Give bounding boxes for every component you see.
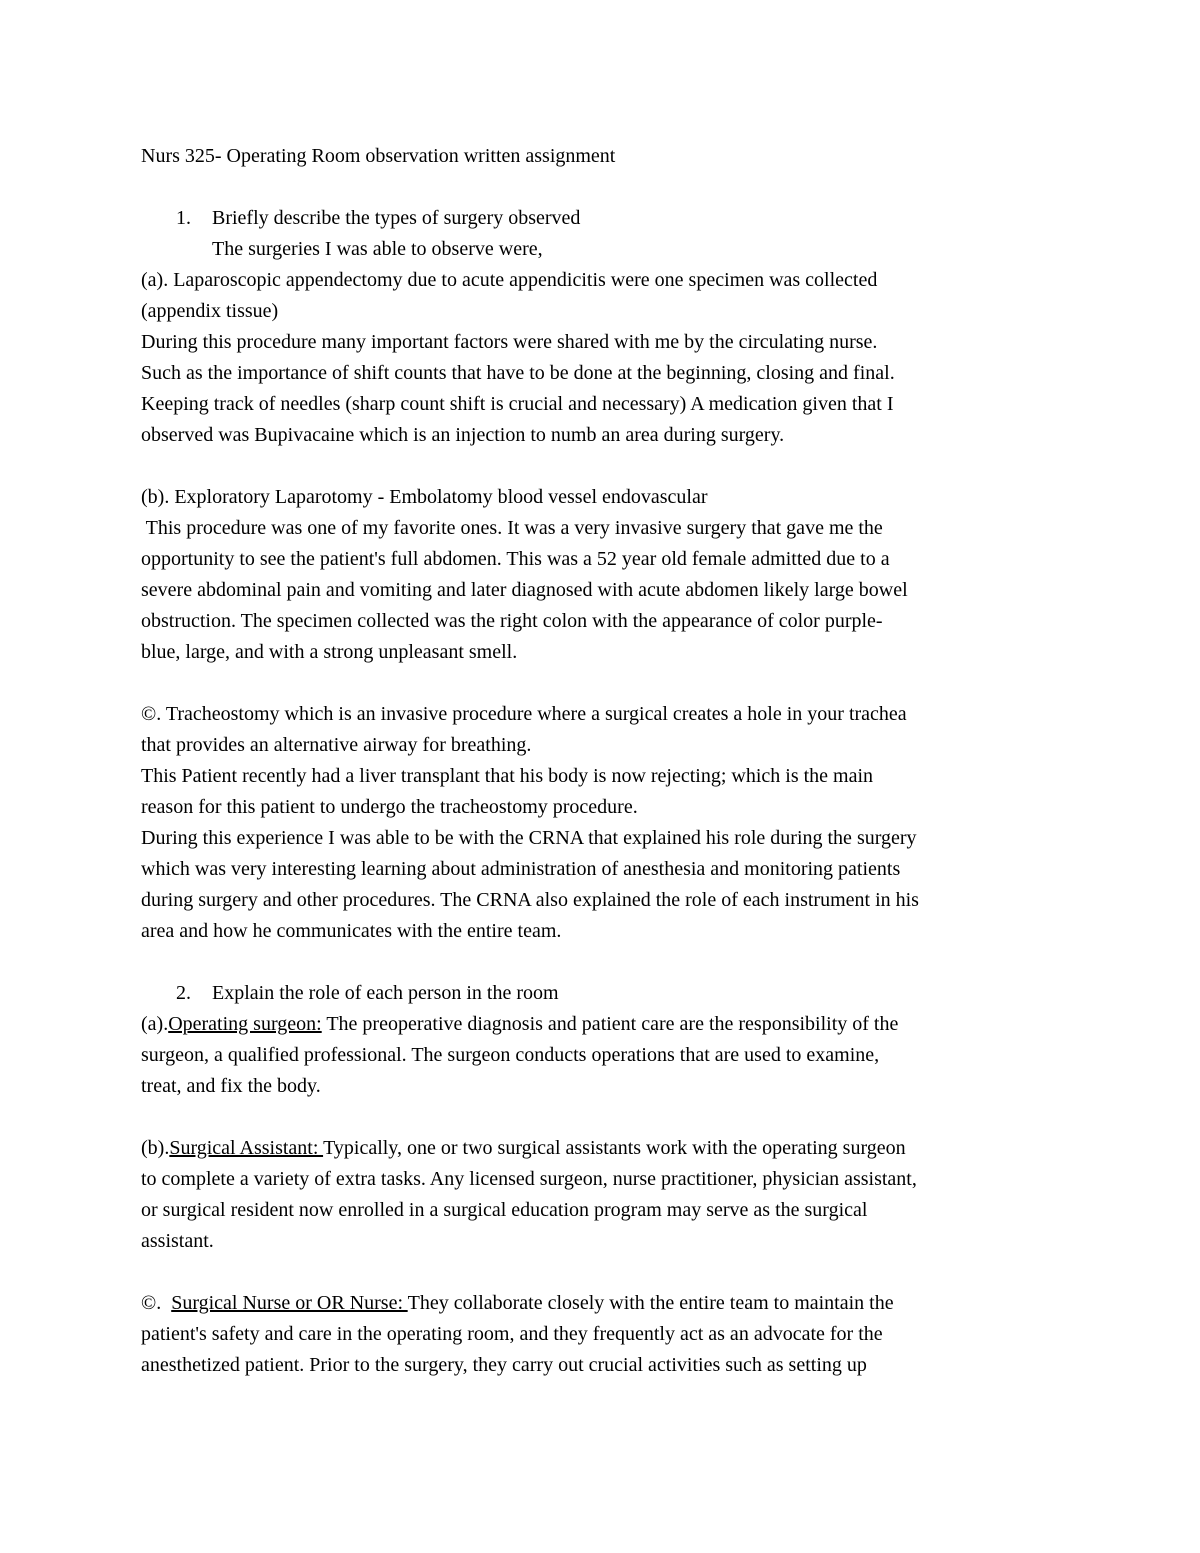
role-a-line: treat, and fix the body. [141, 1075, 321, 1097]
paragraph-a-line: observed was Bupivacaine which is an injection to numb an area during surgery. [141, 424, 785, 446]
role-b-first-line [141, 1133, 1071, 1164]
question-2 [141, 978, 1071, 1009]
role-b-line: to complete a variety of extra tasks. Any licensed surgeon, nurse practitioner, physician assistant, [141, 1168, 917, 1190]
paragraph-b-line: severe abdominal pain and vomiting and later diagnosed with acute abdomen likely large bowel [141, 579, 908, 601]
spacer [141, 947, 1071, 978]
role-a-first-line [141, 1009, 1071, 1040]
role-b-term: Surgical Assistant: [169, 1137, 324, 1159]
paragraph-a-line: During this procedure many important factors were shared with me by the circulating nurse. [141, 331, 878, 353]
role-b-line: or surgical resident now enrolled in a surgical education program may serve as the surgical [141, 1199, 868, 1221]
paragraph-a-line: Such as the importance of shift counts that have to be done at the beginning, closing and final. [141, 362, 895, 384]
paragraph-b-line: blue, large, and with a strong unpleasant smell. [141, 641, 518, 663]
role-a-text: The preoperative diagnosis and patient care are the responsibility of the [321, 1013, 899, 1035]
spacer [141, 668, 1071, 699]
document-title: Nurs 325- Operating Room observation written assignment [141, 145, 616, 167]
role-a-prefix: (a). [141, 1013, 169, 1035]
paragraph-a-line: (a). Laparoscopic appendectomy due to acute appendicitis were one specimen was collected [141, 269, 878, 291]
role-b-prefix: (b). [141, 1137, 170, 1159]
role-c-first-line [141, 1288, 1071, 1319]
document-body [141, 141, 1071, 1381]
role-b-text: Typically, one or two surgical assistants work with the operating surgeon [323, 1137, 906, 1159]
role-c-line: patient's safety and care in the operating room, and they frequently act as an advocate for the [141, 1323, 883, 1345]
question-1-number: 1. [176, 207, 191, 229]
question-1-intro: The surgeries I was able to observe were, [212, 238, 543, 260]
role-c-text: They collaborate closely with the entire team to maintain the [407, 1292, 894, 1314]
question-2-prompt: Explain the role of each person in the room [212, 982, 559, 1004]
paragraph-b-line: opportunity to see the patient's full abdomen. This was a 52 year old female admitted due to a [141, 548, 890, 570]
paragraph-c-line: during surgery and other procedures. The CRNA also explained the role of each instrument in his [141, 889, 919, 911]
paragraph-c-line: reason for this patient to undergo the tracheostomy procedure. [141, 796, 638, 818]
paragraph-b-line: obstruction. The specimen collected was the right colon with the appearance of color purple- [141, 610, 883, 632]
paragraph-b-line: This procedure was one of my favorite ones. It was a very invasive surgery that gave me the [141, 517, 883, 539]
paragraph-c-line: area and how he communicates with the entire team. [141, 920, 562, 942]
role-b-line: assistant. [141, 1230, 214, 1252]
paragraph-c-line: During this experience I was able to be with the CRNA that explained his role during the surgery [141, 827, 917, 849]
role-c-term: Surgical Nurse or OR Nurse: [171, 1292, 408, 1314]
question-1-prompt: Briefly describe the types of surgery observed [212, 207, 581, 229]
paragraph-c-line: This Patient recently had a liver transplant that his body is now rejecting; which is the main [141, 765, 874, 787]
spacer [141, 1102, 1071, 1133]
role-c-line: anesthetized patient. Prior to the surgery, they carry out crucial activities such as setting up [141, 1354, 867, 1376]
spacer [141, 172, 1071, 203]
paragraph-c-line: which was very interesting learning about administration of anesthesia and monitoring patients [141, 858, 901, 880]
role-a-term: Operating surgeon: [168, 1013, 322, 1035]
question-2-number: 2. [176, 982, 191, 1004]
question-1 [141, 203, 1071, 234]
paragraph-a-line: (appendix tissue) [141, 300, 279, 322]
paragraph-c-line: ©. Tracheostomy which is an invasive procedure where a surgical creates a hole in your trachea [141, 703, 907, 725]
role-a-line: surgeon, a qualified professional. The surgeon conducts operations that are used to examine, [141, 1044, 880, 1066]
role-c-prefix: ©. [141, 1292, 172, 1314]
paragraph-c-line: that provides an alternative airway for breathing. [141, 734, 532, 756]
spacer [141, 451, 1071, 482]
paragraph-a-line: Keeping track of needles (sharp count shift is crucial and necessary) A medication given that I [141, 393, 894, 415]
paragraph-b-line: (b). Exploratory Laparotomy - Embolatomy blood vessel endovascular [141, 486, 708, 508]
spacer [141, 1257, 1071, 1288]
